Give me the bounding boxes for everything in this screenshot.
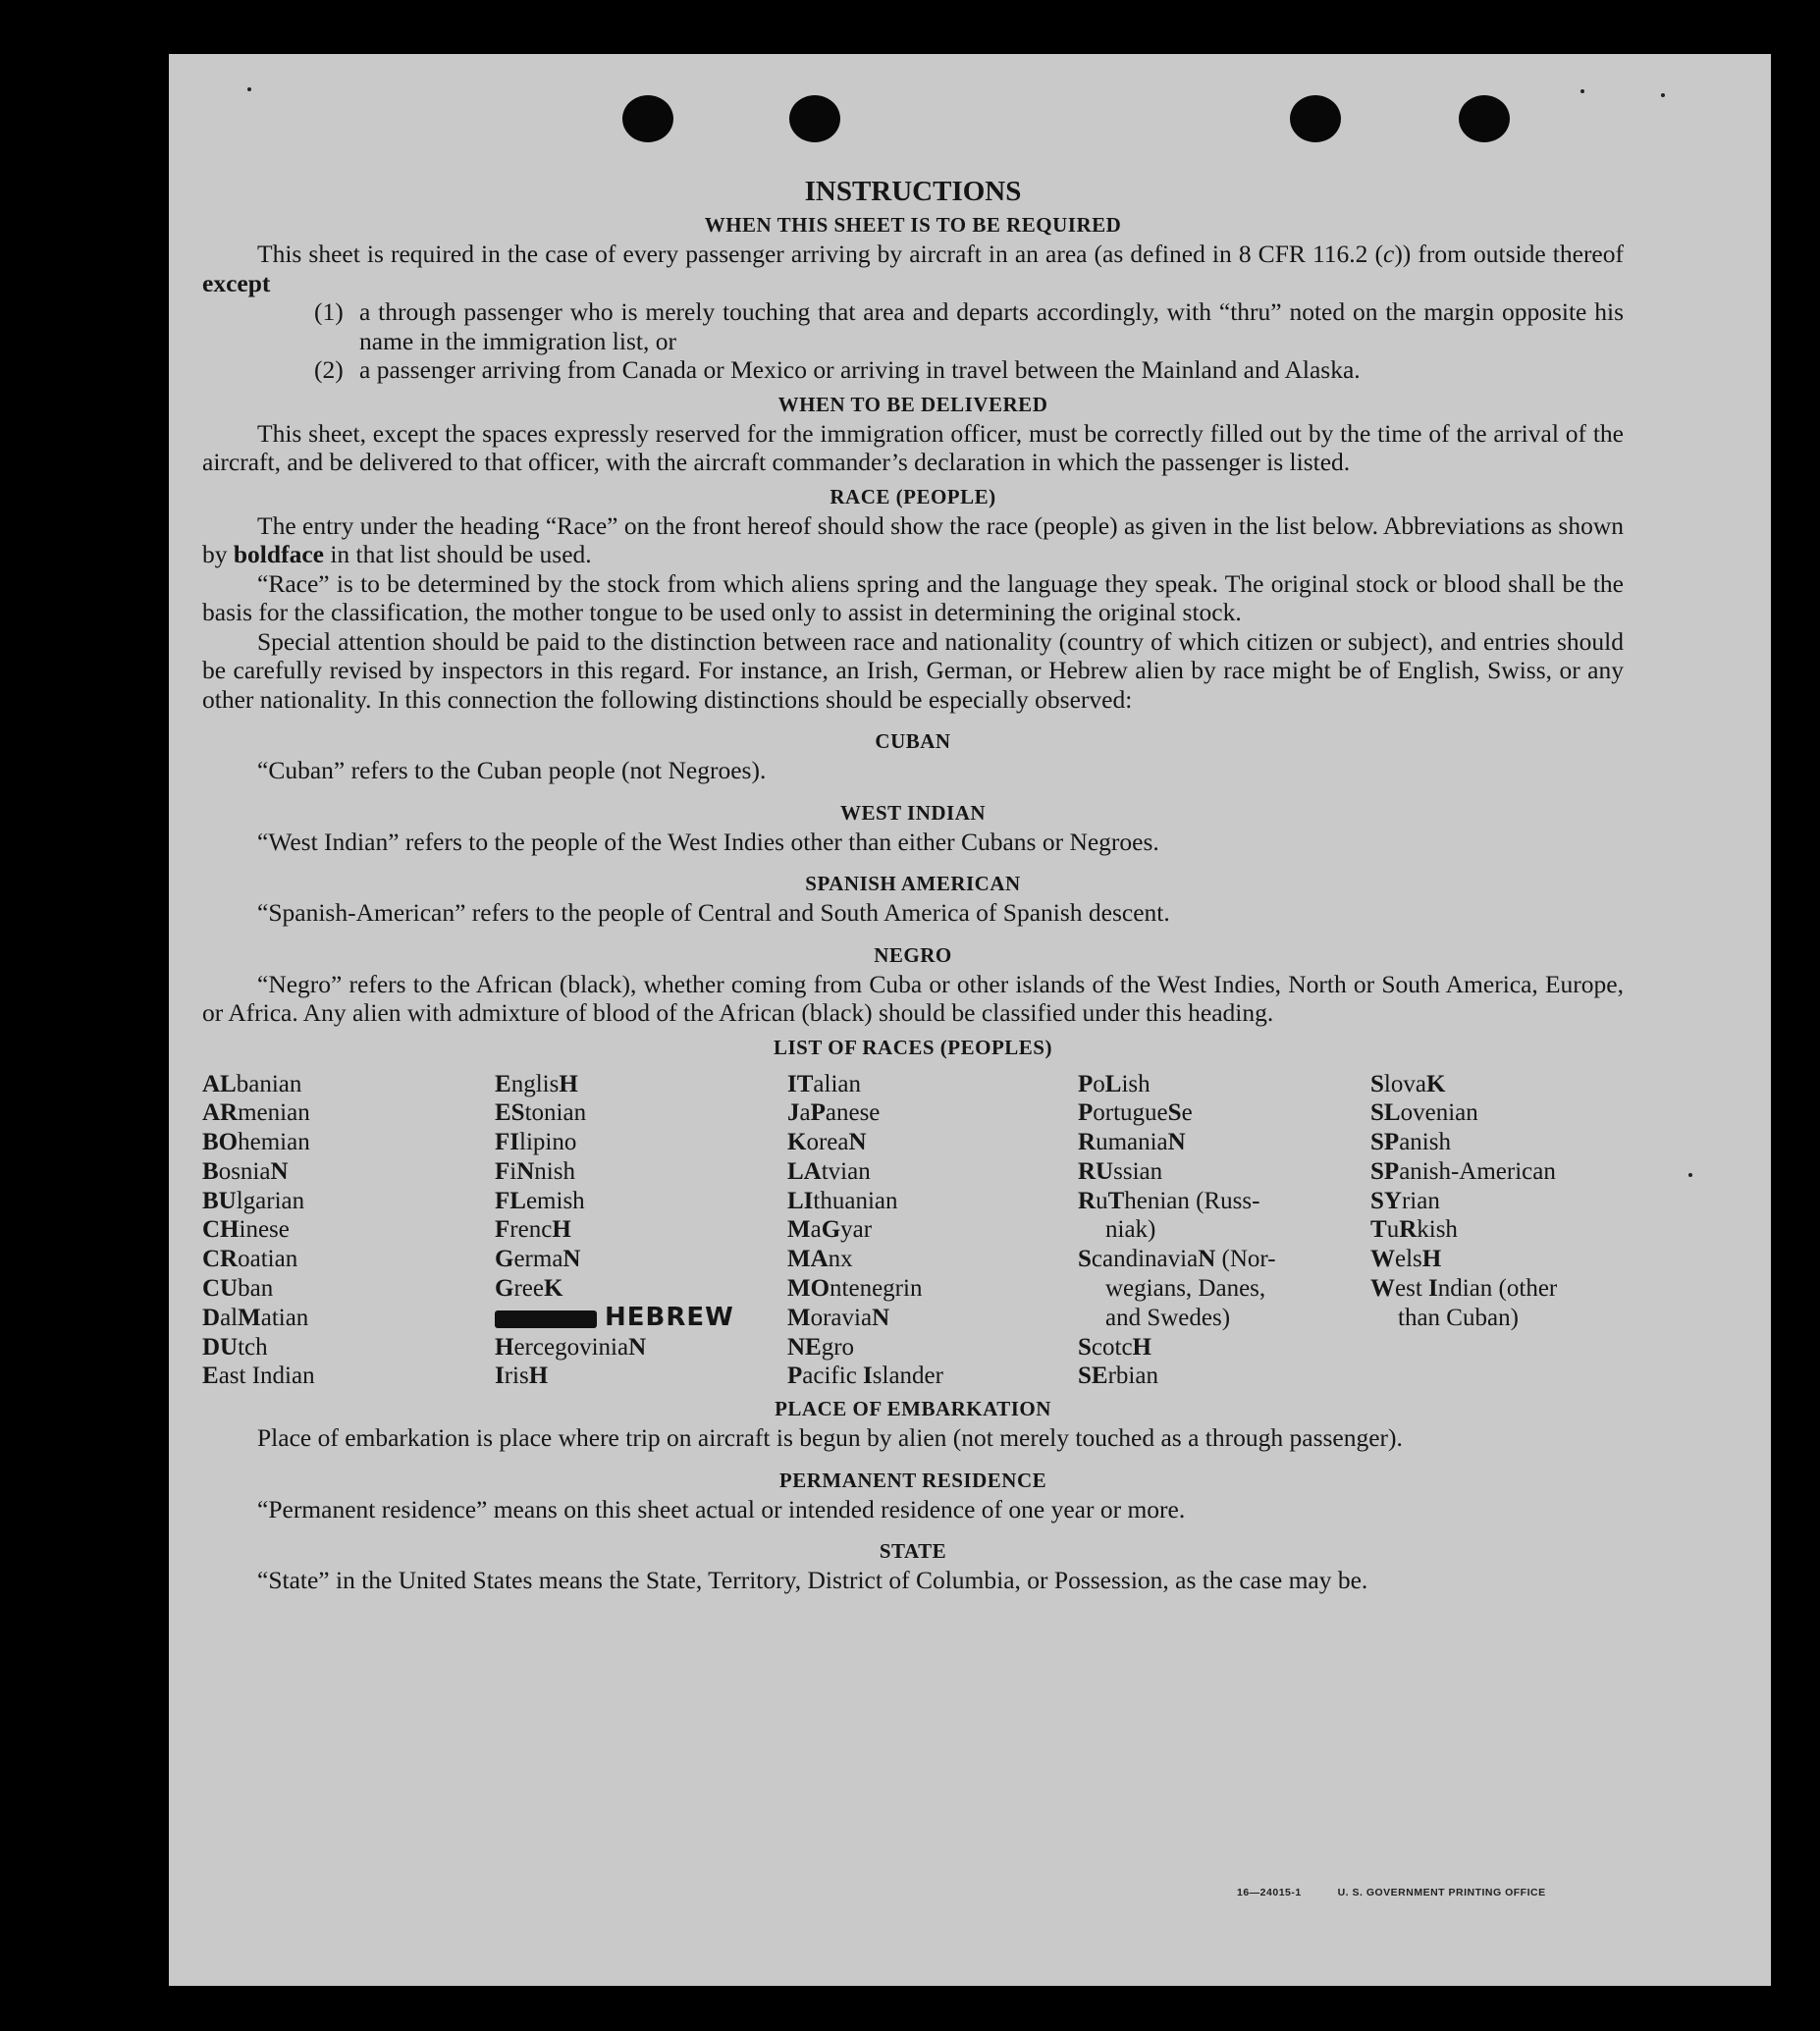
race-entry <box>1078 1362 1370 1391</box>
race-entry <box>202 1098 495 1128</box>
race-abbreviation: N <box>1198 1246 1216 1273</box>
race-entry <box>1078 1245 1370 1274</box>
race-abbreviation: CU <box>202 1275 239 1303</box>
race-abbreviation: S <box>1370 1070 1384 1097</box>
race-name-part: anese <box>825 1099 881 1127</box>
race-abbreviation: SL <box>1370 1099 1401 1127</box>
heading-negro: NEGRO <box>874 942 952 967</box>
state-text: “State” in the United States means the State, Territory, District of Columbia, or Possession, as the case may be. <box>257 1566 1368 1595</box>
race-name-part: gro <box>821 1333 855 1361</box>
page-title: INSTRUCTIONS <box>804 176 1022 207</box>
race-entry <box>495 1362 787 1391</box>
race-name-part: hemian <box>238 1129 310 1156</box>
race-abbreviation: H <box>1421 1246 1442 1273</box>
race-abbreviation: RU <box>1078 1157 1114 1185</box>
punch-hole <box>622 95 673 142</box>
race-abbreviation: N <box>516 1157 535 1185</box>
race-entry <box>495 1098 787 1128</box>
race-entry <box>1078 1070 1370 1099</box>
negro-text: “Negro” refers to the African (black), whether coming from Cuba or other islands of the West Indies, North or South America, Europe, or Africa. Any alien with admixture of blood of the African (black) should be classified under this heading. <box>202 969 1624 1027</box>
race-abbreviation: ES <box>495 1099 525 1127</box>
race-entry <box>1370 1157 1624 1187</box>
race-name-part: ree <box>513 1275 544 1303</box>
punch-hole <box>1459 95 1510 142</box>
race-name-part: ban <box>238 1275 274 1303</box>
race-abbreviation: AR <box>202 1099 239 1127</box>
item-number: (2) <box>314 355 344 384</box>
spanish-american-text: “Spanish-American” refers to the people of Central and South America of Spanish descent. <box>257 898 1170 927</box>
race-entry <box>787 1333 1078 1363</box>
heading-cuban: CUBAN <box>875 729 951 753</box>
race-entry <box>787 1157 1078 1187</box>
race-abbreviation: N <box>628 1333 647 1361</box>
exception-item-2 <box>202 355 1624 385</box>
race-name-part: oatian <box>238 1246 298 1273</box>
race-name-part: o <box>1093 1070 1105 1097</box>
race-entry <box>1078 1274 1370 1304</box>
race-name-part: menian <box>238 1099 310 1127</box>
race-column-4 <box>1078 1070 1370 1392</box>
race-entry <box>1370 1245 1624 1274</box>
race-name-part: renc <box>509 1216 553 1244</box>
race-abbreviation: E <box>495 1070 511 1097</box>
race-entry <box>787 1070 1078 1099</box>
race-name-part: est <box>1395 1275 1429 1303</box>
race-abbreviation: MO <box>787 1275 830 1303</box>
race-name-part: e <box>1181 1099 1193 1127</box>
race-name-part: inese <box>239 1216 290 1244</box>
race-entry <box>495 1245 787 1274</box>
race-name-part: osnia <box>218 1157 271 1185</box>
race-abbreviation: P <box>1078 1099 1094 1127</box>
race-abbreviation: W <box>1370 1246 1395 1273</box>
race-entry <box>202 1245 495 1274</box>
race-column-5 <box>1370 1070 1624 1392</box>
race-name-part: than Cuban) <box>1398 1304 1519 1331</box>
race-name-part: niak) <box>1105 1216 1156 1244</box>
race-entry <box>787 1098 1078 1128</box>
exception-item-1 <box>202 297 1624 355</box>
race-name-part: anish <box>1399 1129 1451 1156</box>
race-name-part: i <box>509 1157 517 1185</box>
race-name-part: anish-American <box>1399 1157 1556 1185</box>
race-entry <box>202 1304 495 1333</box>
race-abbreviation: M <box>238 1304 261 1331</box>
speck <box>1580 89 1584 93</box>
race-name-part: orea <box>806 1129 849 1156</box>
heading-west-indian: WEST INDIAN <box>839 800 987 825</box>
race-abbreviation: N <box>872 1304 890 1331</box>
race-abbreviation: G <box>495 1246 514 1273</box>
race-name-part: tonian <box>524 1099 587 1127</box>
race-name-part: els <box>1395 1246 1422 1273</box>
race-entry <box>202 1187 495 1216</box>
race-name-part: ish <box>1121 1070 1151 1097</box>
race-abbreviation: I <box>1428 1275 1438 1303</box>
race-entry <box>1370 1215 1624 1245</box>
race-abbreviation: N <box>1167 1129 1186 1156</box>
race-name-part: yar <box>840 1216 873 1244</box>
race-entry <box>495 1070 787 1099</box>
race-entry <box>1370 1304 1624 1333</box>
race-entry <box>495 1157 787 1187</box>
race-entry <box>787 1304 1078 1333</box>
race-name-part: wegians, Danes, <box>1105 1275 1266 1303</box>
race-entry <box>787 1274 1078 1304</box>
race-entry <box>787 1187 1078 1216</box>
race-paragraph-1: The entry under the heading “Race” on the front hereof should show the race (people) as given in the list below. Abbreviations as shown by boldface in that list should be used. <box>202 510 1624 568</box>
race-entry <box>1078 1187 1370 1216</box>
race-abbreviation: SP <box>1370 1129 1400 1156</box>
race-name-part: erma <box>513 1246 563 1273</box>
race-entry <box>202 1333 495 1363</box>
race-entry <box>202 1362 495 1391</box>
instructions-body <box>202 174 1624 1595</box>
race-abbreviation: P <box>787 1363 803 1390</box>
race-abbreviation: M <box>787 1304 811 1331</box>
item-number: (1) <box>314 297 344 326</box>
race-abbreviation: IT <box>787 1070 814 1097</box>
race-abbreviation: I <box>863 1363 873 1390</box>
race-name-part: emish <box>525 1187 585 1214</box>
race-entry <box>202 1157 495 1187</box>
race-name-part: nglis <box>510 1070 560 1097</box>
heading-race: RACE (PEOPLE) <box>830 484 996 508</box>
item-text: a through passenger who is merely touching that area and departs accordingly, with “thru” noted on the margin opposite his name in the immigration list, or <box>359 297 1624 355</box>
race-entry <box>1370 1128 1624 1157</box>
race-name-part: ortugue <box>1093 1099 1168 1127</box>
race-entry <box>1370 1098 1624 1128</box>
race-entry <box>787 1362 1078 1391</box>
race-abbreviation: H <box>559 1070 578 1097</box>
race-abbreviation: R <box>1399 1216 1418 1244</box>
race-name-part: lgarian <box>236 1187 305 1214</box>
race-entry <box>202 1215 495 1245</box>
race-abbreviation: S <box>1167 1099 1182 1127</box>
race-name-part: alian <box>813 1070 861 1097</box>
race-abbreviation: H <box>552 1216 571 1244</box>
delivered-text: This sheet, except the spaces expressly reserved for the immigration officer, must be correctly filled out by the time of the arrival of the aircraft, and be delivered to that officer, with the aircraft commander’s declaration in which the passenger is listed. <box>202 418 1624 476</box>
race-abbreviation: F <box>495 1216 510 1244</box>
race-abbreviation: N <box>270 1157 289 1185</box>
race-abbreviation: G <box>495 1275 514 1303</box>
race-name-part: ercegovinia <box>513 1333 629 1361</box>
race-name-part: lova <box>1383 1070 1426 1097</box>
race-entry <box>495 1215 787 1245</box>
race-entry <box>495 1304 787 1333</box>
race-column-1 <box>202 1070 495 1392</box>
west-indian-text: “West Indian” refers to the people of the West Indies other than either Cubans or Negroes. <box>257 827 1159 856</box>
race-abbreviation: FI <box>495 1129 519 1156</box>
struck-out-entry <box>495 1310 597 1328</box>
race-entry <box>202 1128 495 1157</box>
race-column-2 <box>495 1070 787 1392</box>
race-name-part: u <box>1096 1187 1108 1214</box>
race-abbreviation: R <box>1078 1129 1097 1156</box>
race-abbreviation: E <box>202 1363 219 1390</box>
race-abbreviation: H <box>1132 1333 1151 1361</box>
race-abbreviation: S <box>1078 1246 1092 1273</box>
race-abbreviation: CR <box>202 1246 239 1273</box>
heading-spanish-american: SPANISH AMERICAN <box>805 872 1021 895</box>
punch-hole <box>1290 95 1341 142</box>
race-entry <box>787 1215 1078 1245</box>
speck <box>247 87 251 91</box>
punch-hole <box>789 95 840 142</box>
race-column-3 <box>787 1070 1078 1392</box>
race-name-part: cotc <box>1091 1333 1133 1361</box>
race-abbreviation: R <box>1078 1187 1097 1214</box>
race-name-part: ndian (other <box>1437 1275 1558 1303</box>
race-name-part: ovenian <box>1400 1099 1478 1127</box>
race-name-part: tvian <box>821 1157 871 1185</box>
race-name-part: oravia <box>810 1304 873 1331</box>
race-abbreviation: K <box>787 1129 807 1156</box>
race-abbreviation: LI <box>787 1187 814 1214</box>
form-footer <box>1237 1887 1546 1898</box>
race-name-part: umania <box>1096 1129 1168 1156</box>
race-abbreviation: AL <box>202 1070 237 1097</box>
race-abbreviation: BU <box>202 1187 237 1214</box>
race-abbreviation: W <box>1370 1275 1395 1303</box>
race-abbreviation: K <box>1425 1070 1446 1097</box>
race-name-part: and Swedes) <box>1105 1304 1231 1331</box>
race-entry <box>1078 1128 1370 1157</box>
race-name-part: henian (Russ- <box>1124 1187 1260 1214</box>
race-name-part: ntenegrin <box>830 1275 923 1303</box>
race-entry <box>1370 1187 1624 1216</box>
handwritten-correction: HEBREW <box>605 1302 734 1332</box>
race-abbreviation: L <box>1104 1070 1122 1097</box>
race-name-part: a <box>799 1099 811 1127</box>
race-abbreviation: T <box>1107 1187 1125 1214</box>
race-name-part: al <box>220 1304 239 1331</box>
race-name-part: thuanian <box>813 1187 898 1214</box>
race-name-part: ast Indian <box>218 1363 315 1390</box>
race-abbreviation: BO <box>202 1129 239 1156</box>
race-entry <box>1078 1333 1370 1363</box>
race-abbreviation: DU <box>202 1333 239 1361</box>
race-name-part: kish <box>1417 1216 1458 1244</box>
race-entry <box>495 1187 787 1216</box>
speck <box>1688 1173 1692 1177</box>
race-entry <box>1078 1157 1370 1187</box>
race-paragraph-3: Special attention should be paid to the distinction between race and nationality (country of which citizen or subject), and entries should be carefully revised by inspectors in this regard. For instance, an Irish, German, or Hebrew alien by race might be of English, Swiss, or any other nationality. In this connection the following distinctions should be especially observed: <box>202 626 1624 714</box>
cuban-text: “Cuban” refers to the Cuban people (not Negroes). <box>257 756 767 784</box>
heading-state: STATE <box>879 1539 947 1564</box>
race-name-part: atian <box>260 1304 309 1331</box>
race-abbreviation: D <box>202 1304 221 1331</box>
race-entry <box>202 1274 495 1304</box>
heading-embarkation: PLACE OF EMBARKATION <box>775 1397 1051 1421</box>
race-abbreviation: H <box>495 1333 514 1361</box>
race-name-part: candinavia <box>1091 1246 1199 1273</box>
heading-delivered: WHEN TO BE DELIVERED <box>777 392 1048 416</box>
race-abbreviation: N <box>562 1246 581 1273</box>
race-abbreviation: N <box>848 1129 867 1156</box>
race-abbreviation: P <box>1078 1070 1094 1097</box>
race-name-part: lipino <box>519 1129 577 1156</box>
heading-residence: PERMANENT RESIDENCE <box>778 1468 1047 1492</box>
heading-list-of-races: LIST OF RACES (PEOPLES) <box>774 1035 1052 1059</box>
race-abbreviation: F <box>495 1157 510 1185</box>
race-paragraph-2: “Race” is to be determined by the stock from which aliens spring and the language they speak. The original stock or blood shall be the basis for the classification, the mother tongue to be used only to assist in determining the original stock. <box>202 568 1624 626</box>
race-abbreviation: J <box>787 1099 800 1127</box>
race-entry <box>1370 1274 1624 1304</box>
race-entry <box>1078 1215 1370 1245</box>
race-abbreviation: M <box>787 1216 811 1244</box>
race-abbreviation: P <box>810 1099 826 1127</box>
race-name-part: u <box>1386 1216 1400 1244</box>
race-abbreviation: LA <box>787 1157 822 1185</box>
race-abbreviation: S <box>1078 1333 1092 1361</box>
race-name-part: ris <box>504 1363 529 1390</box>
race-name-part: tch <box>238 1333 268 1361</box>
race-name-part: banian <box>236 1070 302 1097</box>
race-name-part: rbian <box>1107 1363 1158 1390</box>
race-name-part: (Nor- <box>1215 1246 1276 1273</box>
race-entry <box>787 1128 1078 1157</box>
race-abbreviation: T <box>1370 1216 1387 1244</box>
race-abbreviation: CH <box>202 1216 240 1244</box>
race-entry <box>1370 1070 1624 1099</box>
race-name-part: nish <box>534 1157 575 1185</box>
race-abbreviation: B <box>202 1157 219 1185</box>
item-text: a passenger arriving from Canada or Mexico or arriving in travel between the Mainland and Alaska. <box>359 355 1361 384</box>
race-entry <box>1078 1098 1370 1128</box>
race-name-part: ssian <box>1113 1157 1163 1185</box>
race-abbreviation: K <box>543 1275 563 1303</box>
race-abbreviation: G <box>821 1216 841 1244</box>
heading-required: WHEN THIS SHEET IS TO BE REQUIRED <box>704 213 1122 237</box>
embarkation-text: Place of embarkation is place where trip on aircraft is begun by alien (not merely touched as a through passenger). <box>257 1423 1403 1453</box>
printer-credit: U. S. GOVERNMENT PRINTING OFFICE <box>1337 1887 1546 1898</box>
race-entry <box>787 1245 1078 1274</box>
race-entry <box>495 1274 787 1304</box>
race-abbreviation: I <box>495 1363 505 1390</box>
race-abbreviation: H <box>528 1363 549 1390</box>
form-code: 16—24015-1 <box>1237 1887 1302 1898</box>
race-abbreviation: FL <box>495 1187 526 1214</box>
race-name-part: slander <box>872 1363 943 1390</box>
race-abbreviation: SP <box>1370 1157 1400 1185</box>
required-intro: This sheet is required in the case of every passenger arriving by aircraft in an area (as defined in 8 CFR 116.2 (c)) from outside thereof except <box>202 240 1624 297</box>
race-entry <box>495 1333 787 1363</box>
race-name-part: a <box>810 1216 822 1244</box>
race-abbreviation: NE <box>787 1333 822 1361</box>
race-abbreviation: SY <box>1370 1187 1402 1214</box>
race-abbreviation: MA <box>787 1246 829 1273</box>
race-name-part: acific <box>802 1363 864 1390</box>
form-sheet <box>169 54 1771 1986</box>
speck <box>1661 93 1665 97</box>
race-name-part: nx <box>828 1246 853 1273</box>
race-entry <box>1078 1304 1370 1333</box>
race-entry <box>202 1070 495 1099</box>
race-abbreviation: SE <box>1078 1363 1108 1390</box>
race-list <box>202 1070 1624 1392</box>
race-entry <box>495 1128 787 1157</box>
residence-text: “Permanent residence” means on this sheet actual or intended residence of one year or more. <box>257 1494 1186 1523</box>
race-name-part: rian <box>1401 1187 1440 1214</box>
